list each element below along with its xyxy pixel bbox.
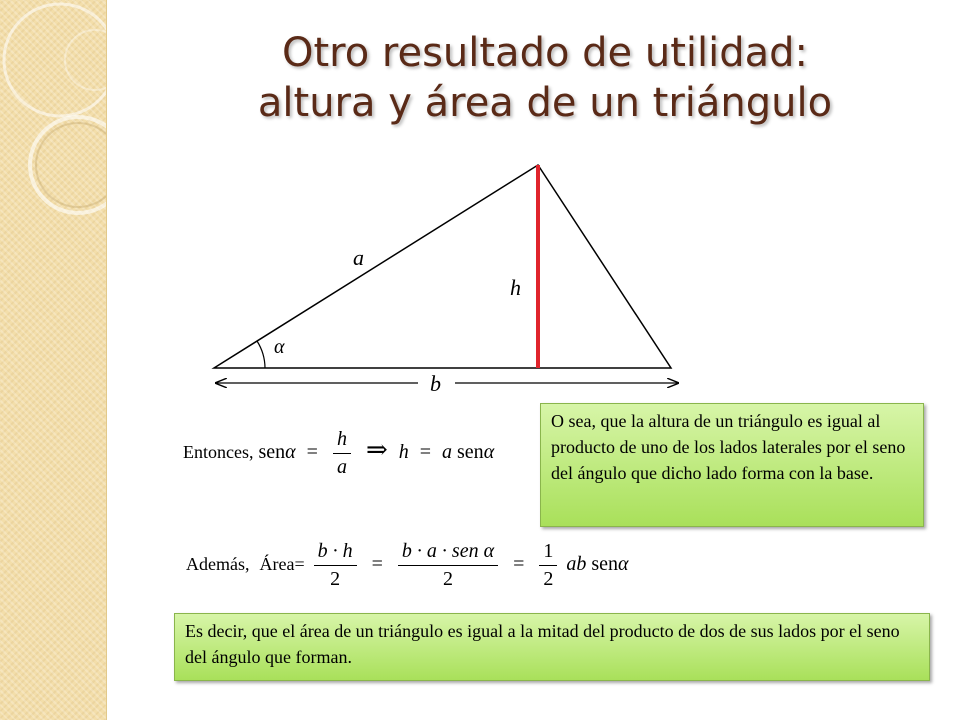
formula1-rhs-sen: sen xyxy=(457,441,484,464)
formula2-f1-num: b · h xyxy=(314,540,357,566)
formula1-frac-den: a xyxy=(336,456,347,478)
formula2-fraction-1 xyxy=(314,540,357,591)
formula1-rhs-h: h xyxy=(398,441,409,464)
implies-arrow-icon: ⇒ xyxy=(365,435,388,465)
angle-arc xyxy=(257,341,265,368)
formula2-eq1: = xyxy=(294,554,305,575)
formula1-rhs-a: a xyxy=(442,441,453,464)
height-note-callout: O sea, que la altura de un triángulo es igual al producto de uno de los lados laterales por el seno del ángulo que dicho lado forma con la base. xyxy=(540,403,924,527)
formula1-fraction xyxy=(333,428,351,479)
formula1-alpha: α xyxy=(285,441,296,464)
title-line-1: Otro resultado de utilidad: xyxy=(281,30,809,76)
formula2-fraction-2 xyxy=(398,540,498,591)
formula2-f2-den: 2 xyxy=(442,568,453,590)
formula2-f3-num: 1 xyxy=(539,540,557,566)
formula2-f3-den: 2 xyxy=(543,568,554,590)
base-b-label: b xyxy=(430,371,441,396)
formula1-rhs-eq: = xyxy=(419,441,432,464)
formula2-area: Área xyxy=(259,554,295,575)
angle-alpha-label: α xyxy=(274,336,285,358)
formula2-tail-sen: sen xyxy=(591,553,619,576)
formula1-frac-num: h xyxy=(333,428,351,454)
formula2-eq3: = xyxy=(513,553,525,576)
formula2-f2-num: b · a · sen α xyxy=(398,540,498,566)
formula1-sen: sen xyxy=(258,441,286,464)
height-h-label: h xyxy=(510,275,521,300)
formula2-eq2: = xyxy=(371,553,383,576)
title-line-2: altura y área de un triángulo xyxy=(257,80,833,126)
formula2-fraction-3 xyxy=(539,540,557,591)
formula2-f1-den: 2 xyxy=(330,568,341,590)
formula-height xyxy=(183,428,494,479)
formula2-tail: ab xyxy=(566,553,587,576)
formula1-eq: = xyxy=(306,441,318,464)
formula2-tail-alpha: α xyxy=(618,553,629,576)
formula-area xyxy=(186,540,629,591)
formula1-rhs-alpha: α xyxy=(483,441,495,464)
formula2-lead: Además, xyxy=(186,554,250,575)
side-a-label: a xyxy=(353,245,364,270)
formula1-lead: Entonces, xyxy=(183,442,254,463)
area-note-callout: Es decir, que el área de un triángulo es igual a la mitad del producto de dos de sus lados por el seno del ángulo que forman. xyxy=(174,613,930,681)
